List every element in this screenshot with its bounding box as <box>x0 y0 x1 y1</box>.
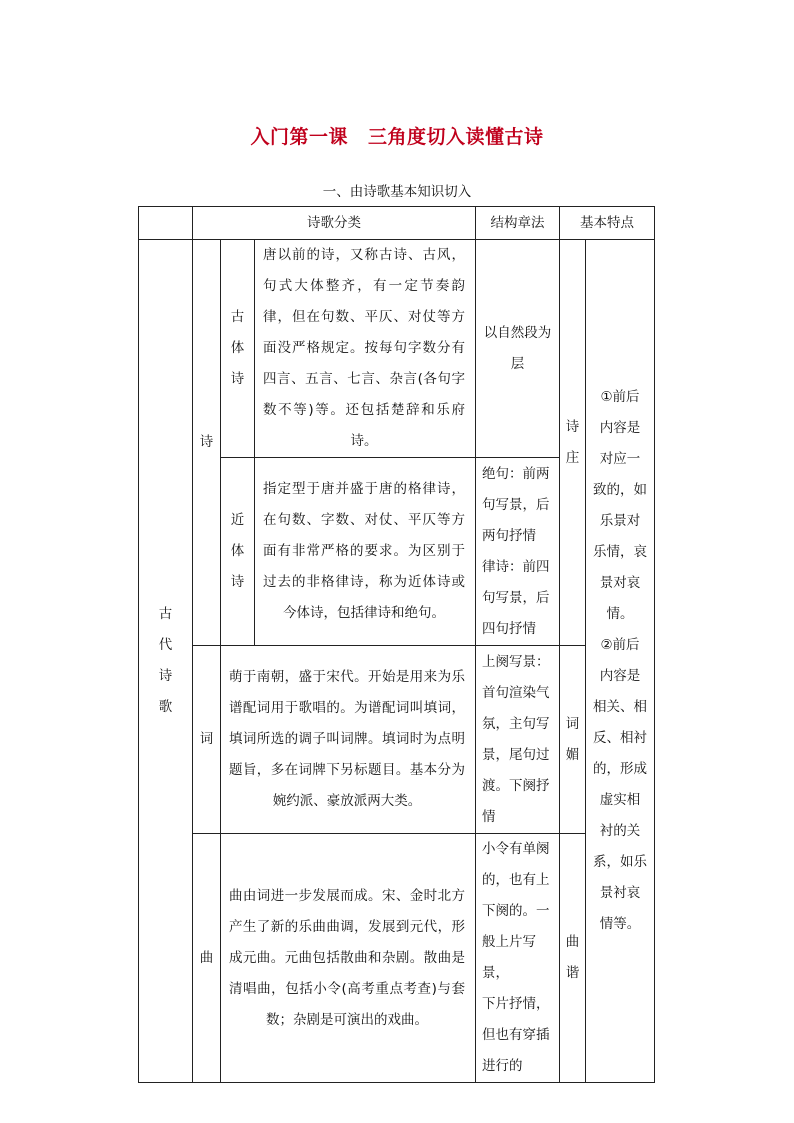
qu-desc: 曲由词进一步发展而成。宋、金时北方产生了新的乐曲曲调，发展到元代，形成元曲。元曲包括散曲和杂剧。散曲是清唱曲，包括小令(高考重点考查)与套数；杂剧是可演出的戏曲。 <box>221 834 476 1083</box>
qu-structure: 小令有单阕 的，也有上 下阕的。一 般上片写景， 下片抒情， 但也有穿插 进行的 <box>476 834 560 1083</box>
title-part1: 入门第一课 <box>250 126 348 148</box>
qu-label: 曲 <box>193 834 221 1083</box>
header-feature: 基本特点 <box>560 207 655 240</box>
jinti-label: 近 体 诗 <box>221 458 255 646</box>
ci-desc: 萌于南朝，盛于宋代。开始是用来为乐谱配词用于歌唱的。为谱配词叫填词，填词所选的调子叫词牌。填词时为点明题旨，多在词牌下另标题目。基本分为婉约派、豪放派两大类。 <box>221 646 476 834</box>
header-category: 诗歌分类 <box>193 207 476 240</box>
header-structure: 结构章法 <box>476 207 560 240</box>
ci-style: 词 媚 <box>560 646 586 834</box>
page-title <box>0 122 794 149</box>
qu-style: 曲 谐 <box>560 834 586 1083</box>
poetry-table <box>138 206 655 1083</box>
feature-text: ①前后 内容是 对应一 致的，如 乐景对 乐情，哀 景对哀 情。 ②前后 内容是 相关、相 反、相衬 的，形成 虚实相 衬的关 系，如乐 景衬哀 情等。 <box>586 240 655 1083</box>
ci-structure: 上阕写景： 首句渲染气 氛，主句写 景，尾句过 渡。下阕抒 情 <box>476 646 560 834</box>
header-empty-cell <box>139 207 193 240</box>
ci-label: 词 <box>193 646 221 834</box>
guti-structure: 以自然段为 层 <box>476 240 560 458</box>
jinti-structure: 绝句：前两 句写景，后 两句抒情 律诗：前四 句写景，后 四句抒情 <box>476 458 560 646</box>
shi-style: 诗 庄 <box>560 240 586 646</box>
group-label-gudai-shige: 古 代 诗 歌 <box>139 240 193 1083</box>
guti-desc: 唐以前的诗，又称古诗、古风，句式大体整齐，有一定节奏韵律，但在句数、平仄、对仗等方面没严格规定。按每句字数分有四言、五言、七言、杂言(各句字数不等)等。还包括楚辞和乐府诗。 <box>255 240 476 458</box>
shi-label: 诗 <box>193 240 221 646</box>
jinti-desc: 指定型于唐并盛于唐的格律诗，在句数、字数、对仗、平仄等方面有非常严格的要求。为区别于过去的非格律诗，称为近体诗或今体诗，包括律诗和绝句。 <box>255 458 476 646</box>
section-heading: 一、由诗歌基本知识切入 <box>322 184 472 200</box>
title-part2: 三角度切入读懂古诗 <box>368 126 544 148</box>
guti-label: 古 体 诗 <box>221 240 255 458</box>
